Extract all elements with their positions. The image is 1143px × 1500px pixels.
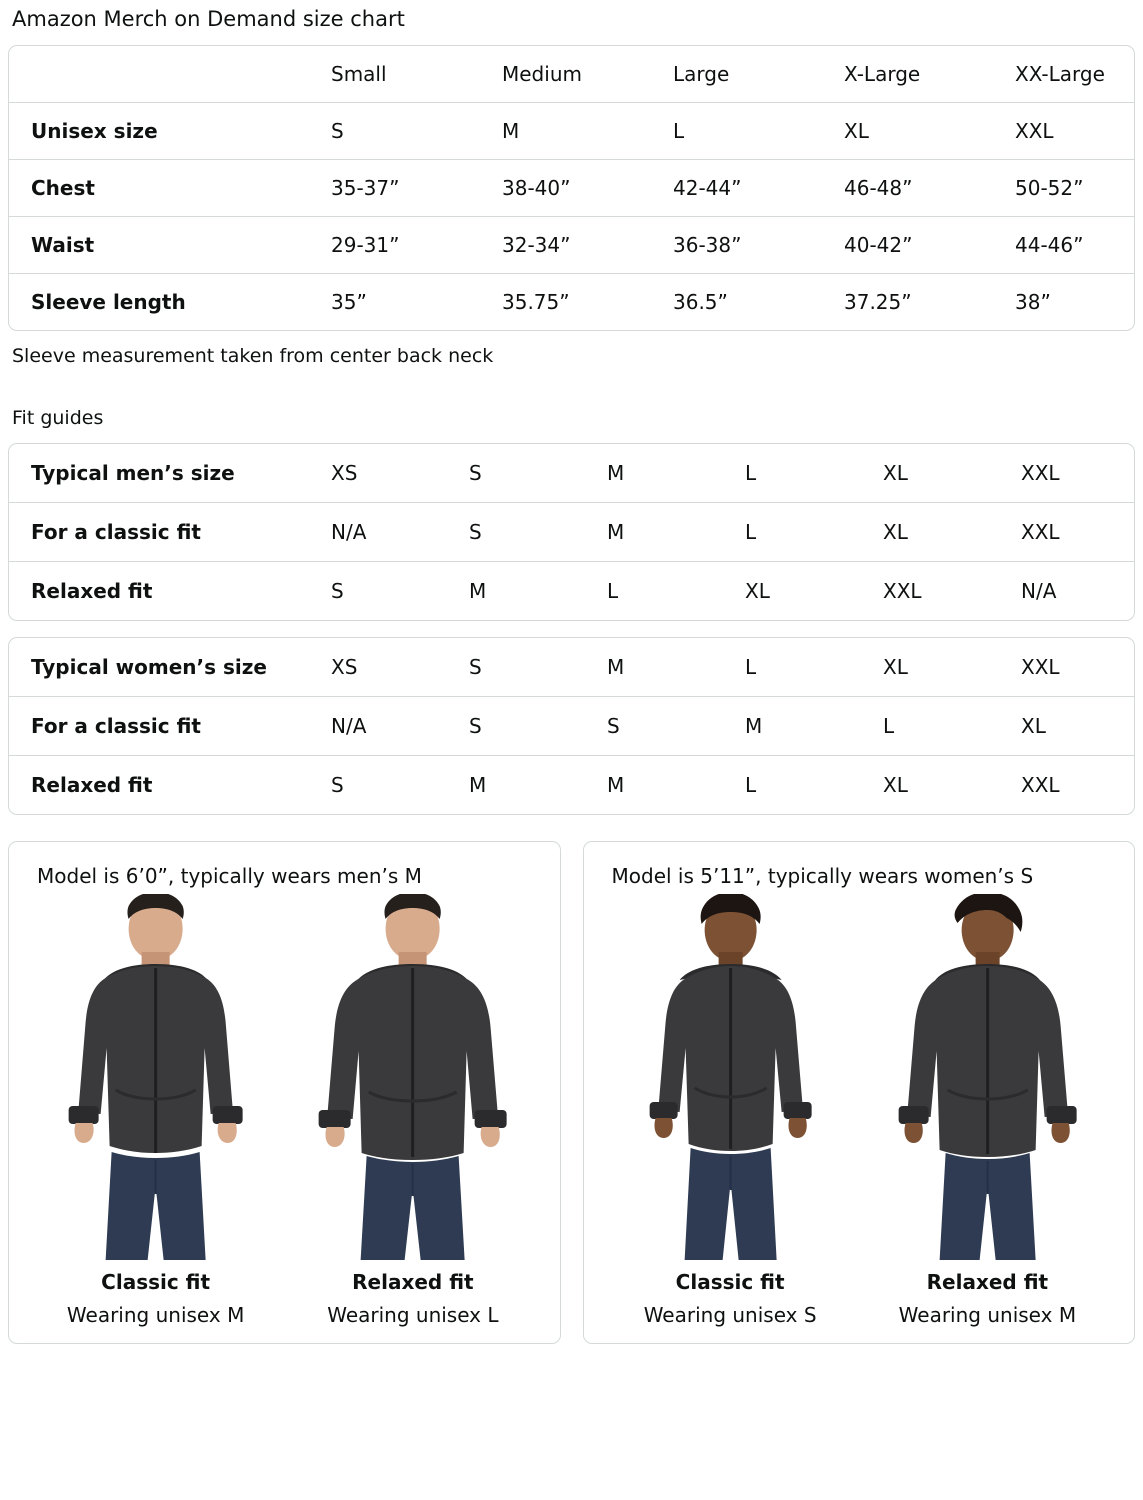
cell: XL	[883, 773, 908, 798]
table-row	[9, 160, 1135, 217]
cell: XXL	[999, 444, 1135, 503]
column-header-medium: Medium	[480, 46, 651, 103]
table-row	[9, 274, 1135, 331]
womens-model-figures	[602, 894, 1117, 1327]
cell: M	[469, 773, 487, 798]
cell: 35.75”	[502, 290, 570, 315]
cell: M	[469, 579, 487, 604]
cell: S	[331, 579, 344, 604]
table-row	[9, 562, 1135, 621]
cell: 44-46”	[993, 217, 1135, 274]
cell: S	[585, 697, 723, 756]
mens-fit-guide-card	[8, 443, 1135, 621]
fit-wearing: Wearing unisex S	[643, 1303, 817, 1328]
fit-name: Classic fit	[101, 1270, 211, 1295]
cell: XL	[745, 579, 770, 604]
table-row	[9, 638, 1135, 697]
cell: XXL	[1021, 773, 1060, 798]
cell: 50-52”	[993, 160, 1135, 217]
cell: L	[723, 503, 861, 562]
female-model-relaxed-illustration	[859, 894, 1116, 1260]
cell: 37.25”	[844, 290, 912, 315]
cell: M	[607, 773, 625, 798]
table-row	[9, 103, 1135, 160]
row-label: For a classic fit	[9, 697, 309, 756]
cell: XL	[861, 444, 999, 503]
row-label: Chest	[9, 160, 309, 217]
row-label: For a classic fit	[9, 503, 309, 562]
table-header-row	[9, 46, 1135, 103]
cell: L	[745, 773, 757, 798]
cell: N/A	[1021, 579, 1057, 604]
table-row	[9, 217, 1135, 274]
cell: 46-48”	[822, 160, 993, 217]
column-header-xxlarge: XX-Large	[993, 46, 1135, 103]
row-label: Unisex size	[9, 103, 309, 160]
cell: M	[480, 103, 651, 160]
cell: 29-31”	[309, 217, 480, 274]
cell: XXL	[883, 579, 922, 604]
fit-wearing: Wearing unisex L	[327, 1303, 499, 1328]
womens-fit-guide-card	[8, 637, 1135, 815]
cell: L	[723, 638, 861, 697]
cell: 38-40”	[480, 160, 651, 217]
row-label: Sleeve length	[31, 290, 186, 315]
table-row	[9, 444, 1135, 503]
male-model-classic-illustration	[27, 894, 284, 1260]
cell: XL	[861, 503, 999, 562]
cell: L	[723, 444, 861, 503]
cell: M	[585, 444, 723, 503]
cell: N/A	[309, 503, 447, 562]
cell: N/A	[309, 697, 447, 756]
cell: L	[607, 579, 619, 604]
fit-name: Relaxed fit	[926, 1270, 1049, 1295]
cell: 35-37”	[309, 160, 480, 217]
row-label: Typical men’s size	[9, 444, 309, 503]
table-row	[9, 697, 1135, 756]
cell: 36-38”	[651, 217, 822, 274]
cell: XXL	[999, 638, 1135, 697]
womens-model-caption: Model is 5’11”, typically wears women’s S	[611, 864, 1034, 889]
mens-classic-fit-figure	[27, 894, 284, 1327]
table-row	[9, 503, 1135, 562]
column-header-xlarge: X-Large	[822, 46, 993, 103]
mens-model-figures	[27, 894, 542, 1327]
sleeve-measurement-note: Sleeve measurement taken from center back neck	[12, 345, 494, 368]
fit-guides-label: Fit guides	[12, 407, 104, 430]
cell: XXL	[993, 103, 1135, 160]
cell: 32-34”	[480, 217, 651, 274]
cell: S	[309, 103, 480, 160]
cell: S	[447, 444, 585, 503]
womens-fit-guide-table	[9, 638, 1135, 814]
size-chart-table	[9, 46, 1135, 330]
mens-relaxed-fit-figure	[284, 894, 541, 1327]
cell: 36.5”	[673, 290, 728, 315]
womens-classic-fit-figure	[602, 894, 859, 1327]
fit-wearing: Wearing unisex M	[66, 1303, 245, 1328]
row-label: Relaxed fit	[31, 773, 153, 798]
cell: S	[447, 697, 585, 756]
cell: M	[585, 503, 723, 562]
cell: 42-44”	[651, 160, 822, 217]
row-label: Waist	[9, 217, 309, 274]
column-header-small: Small	[309, 46, 480, 103]
fit-name: Relaxed fit	[352, 1270, 474, 1295]
cell: L	[651, 103, 822, 160]
model-cards-row	[8, 841, 1135, 1344]
row-label: Relaxed fit	[31, 579, 153, 604]
mens-model-caption: Model is 6’0”, typically wears men’s M	[37, 864, 422, 889]
fit-wearing: Wearing unisex M	[898, 1303, 1077, 1328]
cell: XXL	[999, 503, 1135, 562]
cell: XL	[822, 103, 993, 160]
female-model-classic-illustration	[602, 894, 859, 1260]
cell: 38”	[1015, 290, 1051, 315]
womens-relaxed-fit-figure	[859, 894, 1116, 1327]
cell: XS	[309, 444, 447, 503]
mens-fit-guide-table	[9, 444, 1135, 620]
table-row	[9, 756, 1135, 815]
cell: M	[723, 697, 861, 756]
column-header-large: Large	[651, 46, 822, 103]
mens-model-card	[8, 841, 561, 1344]
column-header-blank	[9, 46, 309, 103]
fit-name: Classic fit	[675, 1270, 785, 1295]
cell: 40-42”	[822, 217, 993, 274]
cell: S	[447, 638, 585, 697]
cell: L	[861, 697, 999, 756]
cell: XL	[999, 697, 1135, 756]
cell: M	[585, 638, 723, 697]
cell: S	[447, 503, 585, 562]
cell: XS	[309, 638, 447, 697]
male-model-relaxed-illustration	[284, 894, 541, 1260]
size-chart-card	[8, 45, 1135, 331]
page-title: Amazon Merch on Demand size chart	[12, 7, 405, 31]
row-label: Typical women’s size	[9, 638, 309, 697]
cell: XL	[861, 638, 999, 697]
cell: S	[331, 773, 344, 798]
cell: 35”	[331, 290, 367, 315]
womens-model-card	[583, 841, 1136, 1344]
